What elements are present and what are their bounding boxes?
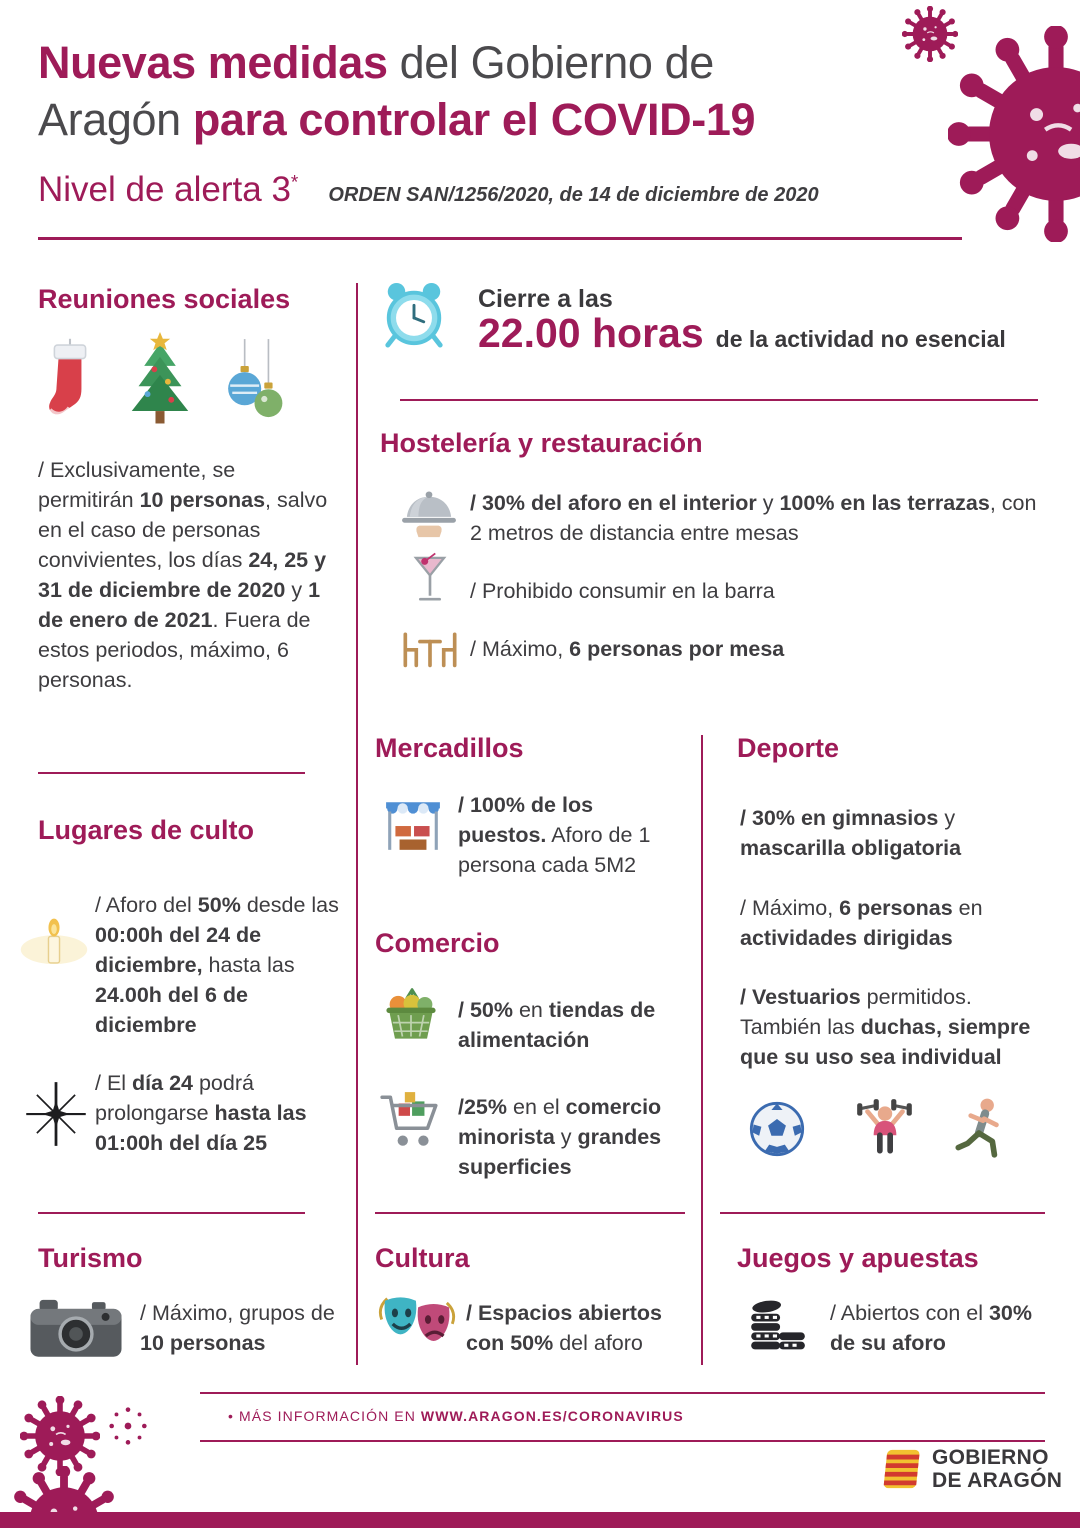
section-title-lugares: Lugares de culto [38,815,255,845]
cultura-item-1: / Espacios abiertos con 50% del aforo [466,1301,662,1355]
section-title-reuniones: Reuniones sociales [38,284,291,314]
alert-asterisk: * [290,172,299,194]
christmas-stocking-icon [44,338,96,428]
section-title-hosteleria: Hostelería y restauración [380,428,703,458]
footer-rule-bottom [200,1440,1045,1442]
aragon-flag-icon [880,1448,922,1490]
title-plain-1: del Gobierno de [387,37,714,88]
section-divider [400,399,1038,401]
virus-icon [20,1396,100,1476]
closing-line [478,310,1006,357]
closing-intro: Cierre a las [478,285,613,313]
footer-info: • MÁS INFORMACIÓN EN WWW.ARAGON.ES/CORONAVIRUS [228,1408,684,1424]
alert-row [38,170,819,210]
dot-flake-icon [104,1402,152,1450]
section-divider [38,772,305,774]
christmas-tree-icon [120,332,200,428]
lugares-item-1: / Aforo del 50% desde las 00:00h del 24 de diciembre, hasta las 24.00h del 6 de diciembre [95,893,339,1037]
ornaments-icon [224,338,286,428]
column-divider [701,735,703,1365]
table-chairs-icon [398,624,462,672]
header-rule [38,237,962,240]
closing-time: 22.00 horas [478,310,704,356]
christmas-icons [44,332,286,428]
mercadillos-item-1: / 100% de los puestos. Aforo de 1 persona cada 5M2 [458,793,651,877]
section-title-juegos: Juegos y apuestas [737,1243,979,1273]
turismo-item-1: / Máximo, grupos de 10 personas [140,1301,335,1355]
star-icon [22,1080,90,1148]
hosteleria-item-1: / 30% del aforo en el interior y 100% en las terrazas, con 2 metros de distancia entre mesas [470,491,1037,545]
shopping-cart-icon [378,1088,442,1154]
soccer-ball-icon [748,1100,806,1158]
candle-icon [18,912,90,974]
bottom-bar [0,1512,1080,1528]
juegos-item-1: / Abiertos con el 30% de su aforo [830,1301,1032,1355]
hosteleria-item-3: / Máximo, 6 personas por mesa [470,637,785,661]
title-bold-2: para controlar el COVID-19 [192,94,756,145]
virus-icon [948,26,1080,242]
lugares-item-2: / El día 24 podrá prolongarse hasta las 01:00h del día 25 [95,1071,307,1155]
market-stall-icon [383,795,443,855]
order-reference: ORDEN SAN/1256/2020, de 14 de diciembre de 2020 [328,184,819,206]
deporte-item-1: / 30% en gimnasios y mascarilla obligatoria [740,806,962,860]
gobierno-aragon-logo [880,1446,1062,1492]
title-plain-2: Aragón [38,94,193,145]
comercio-item-2: /25% en el comercio minorista y grandes superficies [458,1095,662,1179]
comercio-item-1: / 50% en tiendas de alimentación [458,998,656,1052]
closing-suffix: de la actividad no esencial [715,326,1006,352]
section-divider [720,1212,1045,1214]
weightlifter-icon [852,1094,918,1160]
page-title [38,34,878,148]
section-title-turismo: Turismo [38,1243,143,1273]
section-divider [38,1212,305,1214]
section-title-cultura: Cultura [375,1243,470,1273]
poker-chips-icon [745,1290,809,1352]
serving-dish-icon [398,490,460,540]
column-divider [356,283,358,1365]
cocktail-icon [408,548,452,610]
title-bold-1: Nuevas medidas [38,37,388,88]
footer-rule-top [200,1392,1045,1394]
grocery-basket-icon [380,985,442,1041]
alarm-clock-icon [380,280,448,350]
section-title-comercio: Comercio [375,928,500,958]
logo-text: GOBIERNO DE ARAGÓN [932,1446,1063,1492]
reuniones-text: / Exclusivamente, se permitirán 10 personas, salvo en el caso de personas convivientes, los días 24, 25 y 31 de diciembre de 2020 y 1 de enero de 2021. Fuera de estos periodos, máximo, 6 personas. [38,458,328,692]
section-title-deporte: Deporte [737,733,840,763]
camera-icon [28,1293,124,1359]
runner-icon [952,1096,1010,1162]
deporte-item-3: / Vestuarios permitidos. También las duchas, siempre que su uso sea individual [740,985,1031,1069]
deporte-item-2: / Máximo, 6 personas en actividades dirigidas [740,896,983,950]
theater-masks-icon [376,1293,458,1357]
alert-level: Nivel de alerta 3* [38,170,299,209]
hosteleria-item-2: / Prohibido consumir en la barra [470,579,775,603]
section-title-mercadillos: Mercadillos [375,733,524,763]
section-divider [375,1212,685,1214]
